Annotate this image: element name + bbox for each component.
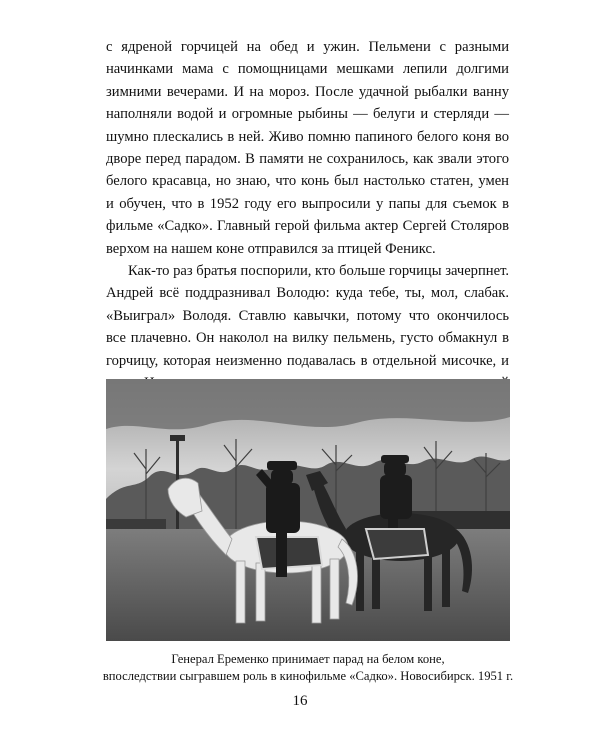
paragraph-1: с ядреной горчицей на обед и ужин. Пельмени с разными начинками мама с помощницами мешками лепили долгими зимними вечерами. И на мороз. После удачной рыбалки ванну наполняли водой и огромные рыбины — белуги и стерляди — шумно плескались в ней. Живо помню папиного белого коня во дворе перед парадом. В памяти не сохранилось, как звали этого белого красавца, но знаю, что конь был настолько статен, умен и обучен, что в 1952 году его выпросили у папы для съемок в фильме «Садко». Главный герой фильма актер Сергей Столяров верхом на нашем коне отправился за птицей Феникс. xyxy=(106,39,509,257)
caption-line-2: впоследствии сыгравшем роль в кинофильме «Садко». Новосибирск. 1951 г. xyxy=(102,669,514,683)
caption-line-1: Генерал Еременко принимает парад на белом коне, xyxy=(171,652,445,666)
parade-photo-illustration xyxy=(106,379,510,641)
photo-caption xyxy=(88,651,528,685)
page-number: 16 xyxy=(292,693,308,709)
paragraph-2: Как-то раз братья поспорили, кто больше горчицы зачерпнет. Андрей всё поддразнивал Володю: куда тебе, ты, мол, слабак. «Выиграл» Володя. Ставлю кавычки, потому что окончилось все плачевно. Он наколол на вилку пельмень, густо обмакнул в горчицу, которая неизменно подавалась в отдельной мисочке, и xyxy=(106,263,509,369)
parade-photo xyxy=(106,379,510,641)
